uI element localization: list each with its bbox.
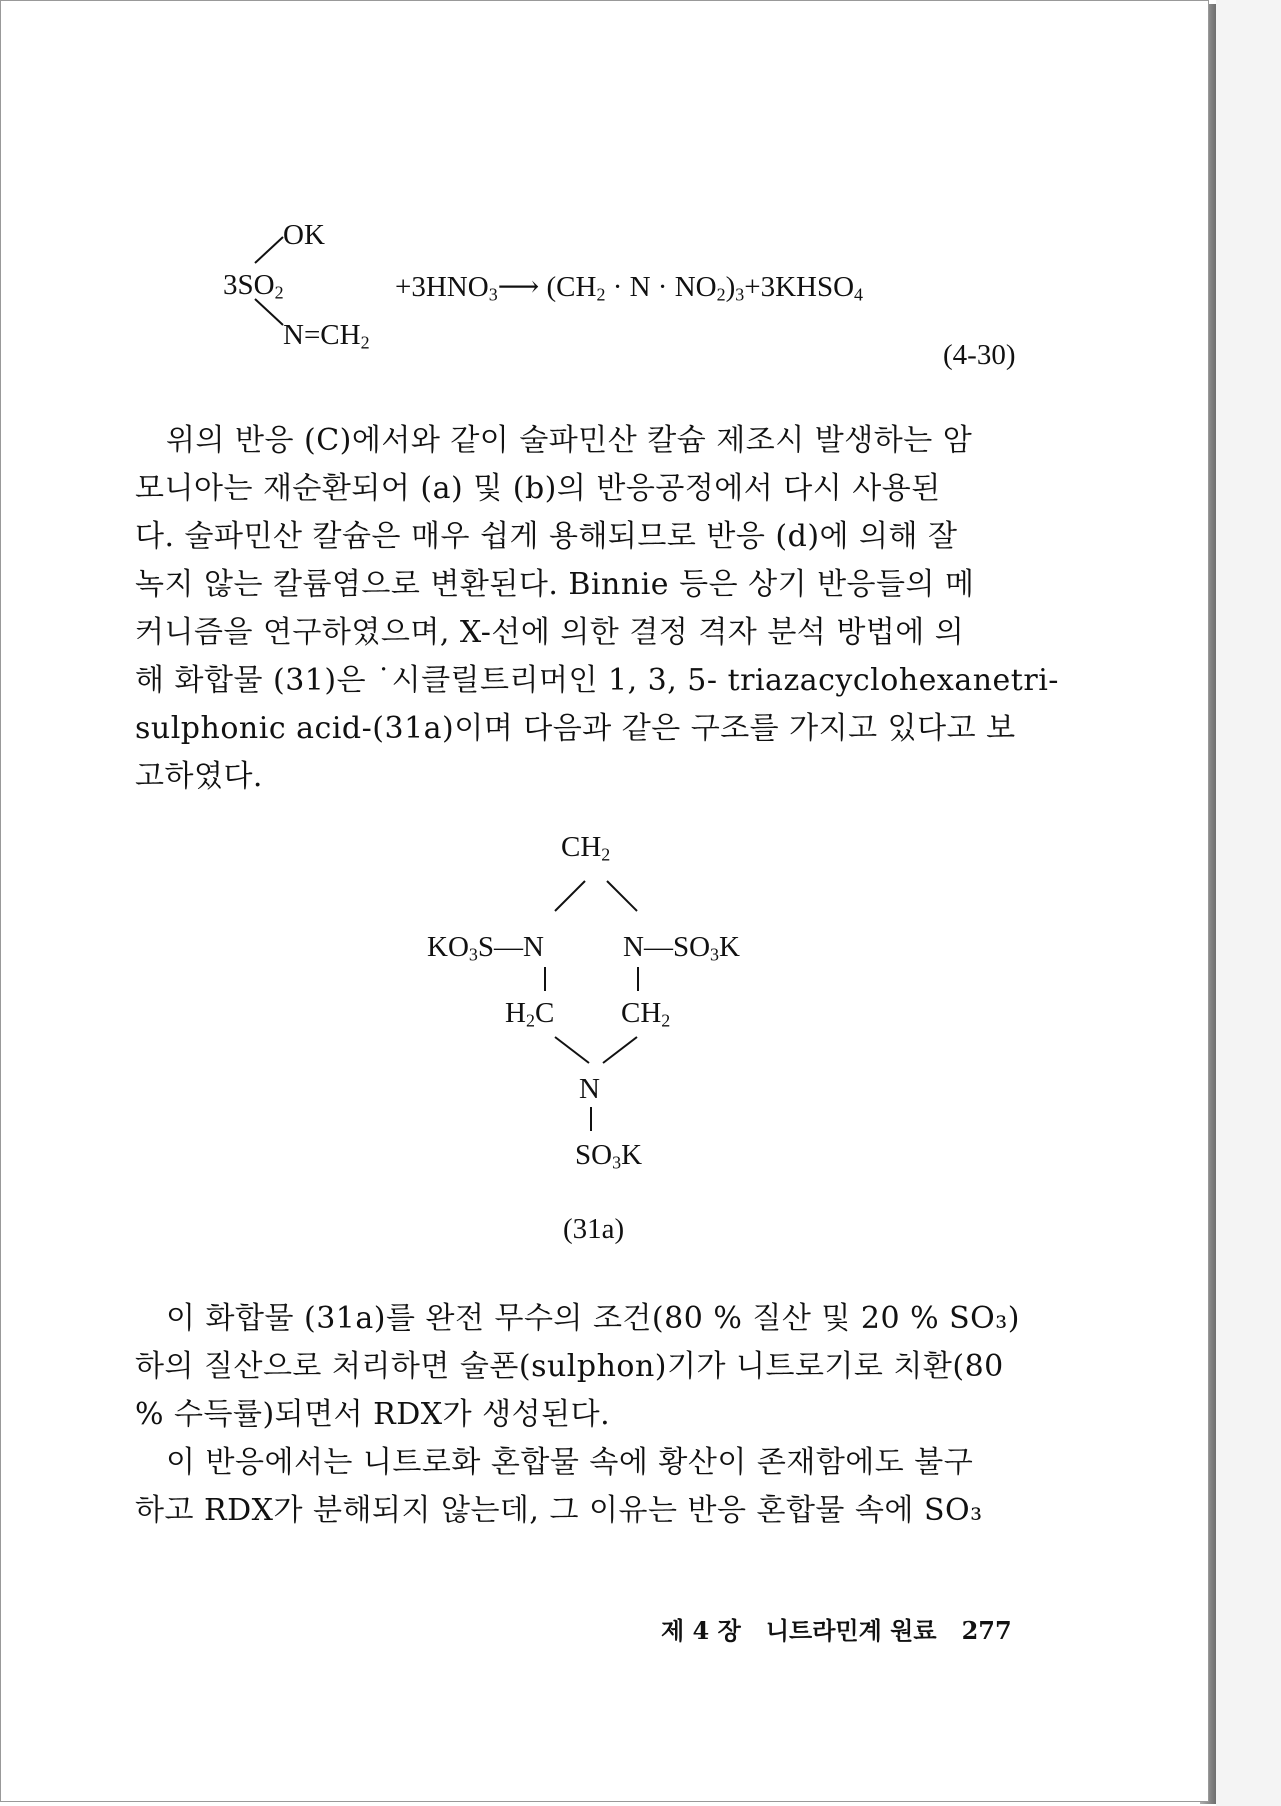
paragraph-line: 해 화합물 (31)은 ˙시클릴트리머인 1, 3, 5- triazacyclohexanetri-: [135, 663, 1059, 698]
paragraph-line: 위의 반응 (C)에서와 같이 술파민산 칼슘 제조시 발생하는 암: [166, 423, 973, 458]
group-nch2: $N=CH_2$: [283, 319, 370, 353]
paragraph-line: 커니즘을 연구하였으며, X-선에 의한 결정 격자 분석 방법에 의: [135, 615, 965, 650]
reaction-expression: [395, 269, 863, 304]
page-number: 277: [961, 1616, 1012, 1645]
paragraph-line: 하의 질산으로 처리하면 술폰(sulphon)기가 니트로기로 치환(80: [135, 1349, 1004, 1384]
paragraph-line: 하고 RDX가 분해되지 않는데, 그 이유는 반응 혼합물 속에 SO₃: [135, 1493, 983, 1528]
bond-bottom-right: [603, 1037, 637, 1063]
product-khso4: $+3KHSO_4$: [744, 271, 864, 305]
group-ok: OK: [283, 219, 325, 251]
footer-title: 니트라민계 원료: [765, 1616, 937, 1645]
bond-top-right: [607, 881, 637, 911]
paragraph-line: 다. 술파민산 칼슘은 매우 쉽게 용해되므로 반응 (d)에 의해 잘: [135, 519, 958, 554]
bond-so2-nch2: [255, 299, 283, 325]
equation-number: (4-30): [943, 339, 1016, 371]
bond-top-left: [555, 881, 585, 911]
group-bottom-so3k: $SO_3K$: [575, 1139, 643, 1173]
product-rdx: $(CH_2 \cdot N \cdot NO_2)_3$: [546, 271, 745, 305]
group-right-ch2: $CH_2$: [621, 997, 671, 1031]
paragraph-line: 모니아는 재순환되어 (a) 및 (b)의 반응공정에서 다시 사용된: [135, 471, 941, 506]
reaction-arrow: ⟶: [497, 271, 540, 303]
paragraph-line: 고하였다.: [135, 759, 263, 794]
paragraph-line: % 수득률)되면서 RDX가 생성된다.: [135, 1397, 611, 1432]
running-footer: [661, 1611, 1012, 1646]
group-left-h2c: $H_2C$: [505, 997, 555, 1031]
group-right-n-so3k: $N—SO_3K$: [623, 931, 740, 965]
group-bottom-n: N: [579, 1073, 600, 1105]
reactant-3so2: $3SO_2$: [223, 269, 284, 303]
paragraph-line: sulphonic acid-(31a)이며 다음과 같은 구조를 가지고 있다고 보: [135, 711, 1016, 746]
paragraph-line: 이 화합물 (31a)를 완전 무수의 조건(80 % 질산 및 20 % SO₃): [166, 1301, 1021, 1336]
group-top-ch2: $CH_2$: [561, 831, 611, 865]
group-left-so3k-n: $KO_3S—N$: [427, 931, 544, 965]
paragraph-line: 이 반응에서는 니트로화 혼합물 속에 황산이 존재함에도 불구: [166, 1445, 974, 1480]
bond-bottom-left: [555, 1037, 589, 1063]
bond-so2-ok: [255, 237, 283, 263]
paragraph-line: 녹지 않는 칼륨염으로 변환된다. Binnie 등은 상기 반응들의 메: [135, 567, 975, 602]
reagent-hno3: $+3HNO_3$: [395, 271, 498, 305]
structure-label: (31a): [563, 1213, 625, 1245]
page-edge-strip: [1216, 0, 1281, 1806]
footer-chapter: 제 4 장: [661, 1616, 741, 1645]
